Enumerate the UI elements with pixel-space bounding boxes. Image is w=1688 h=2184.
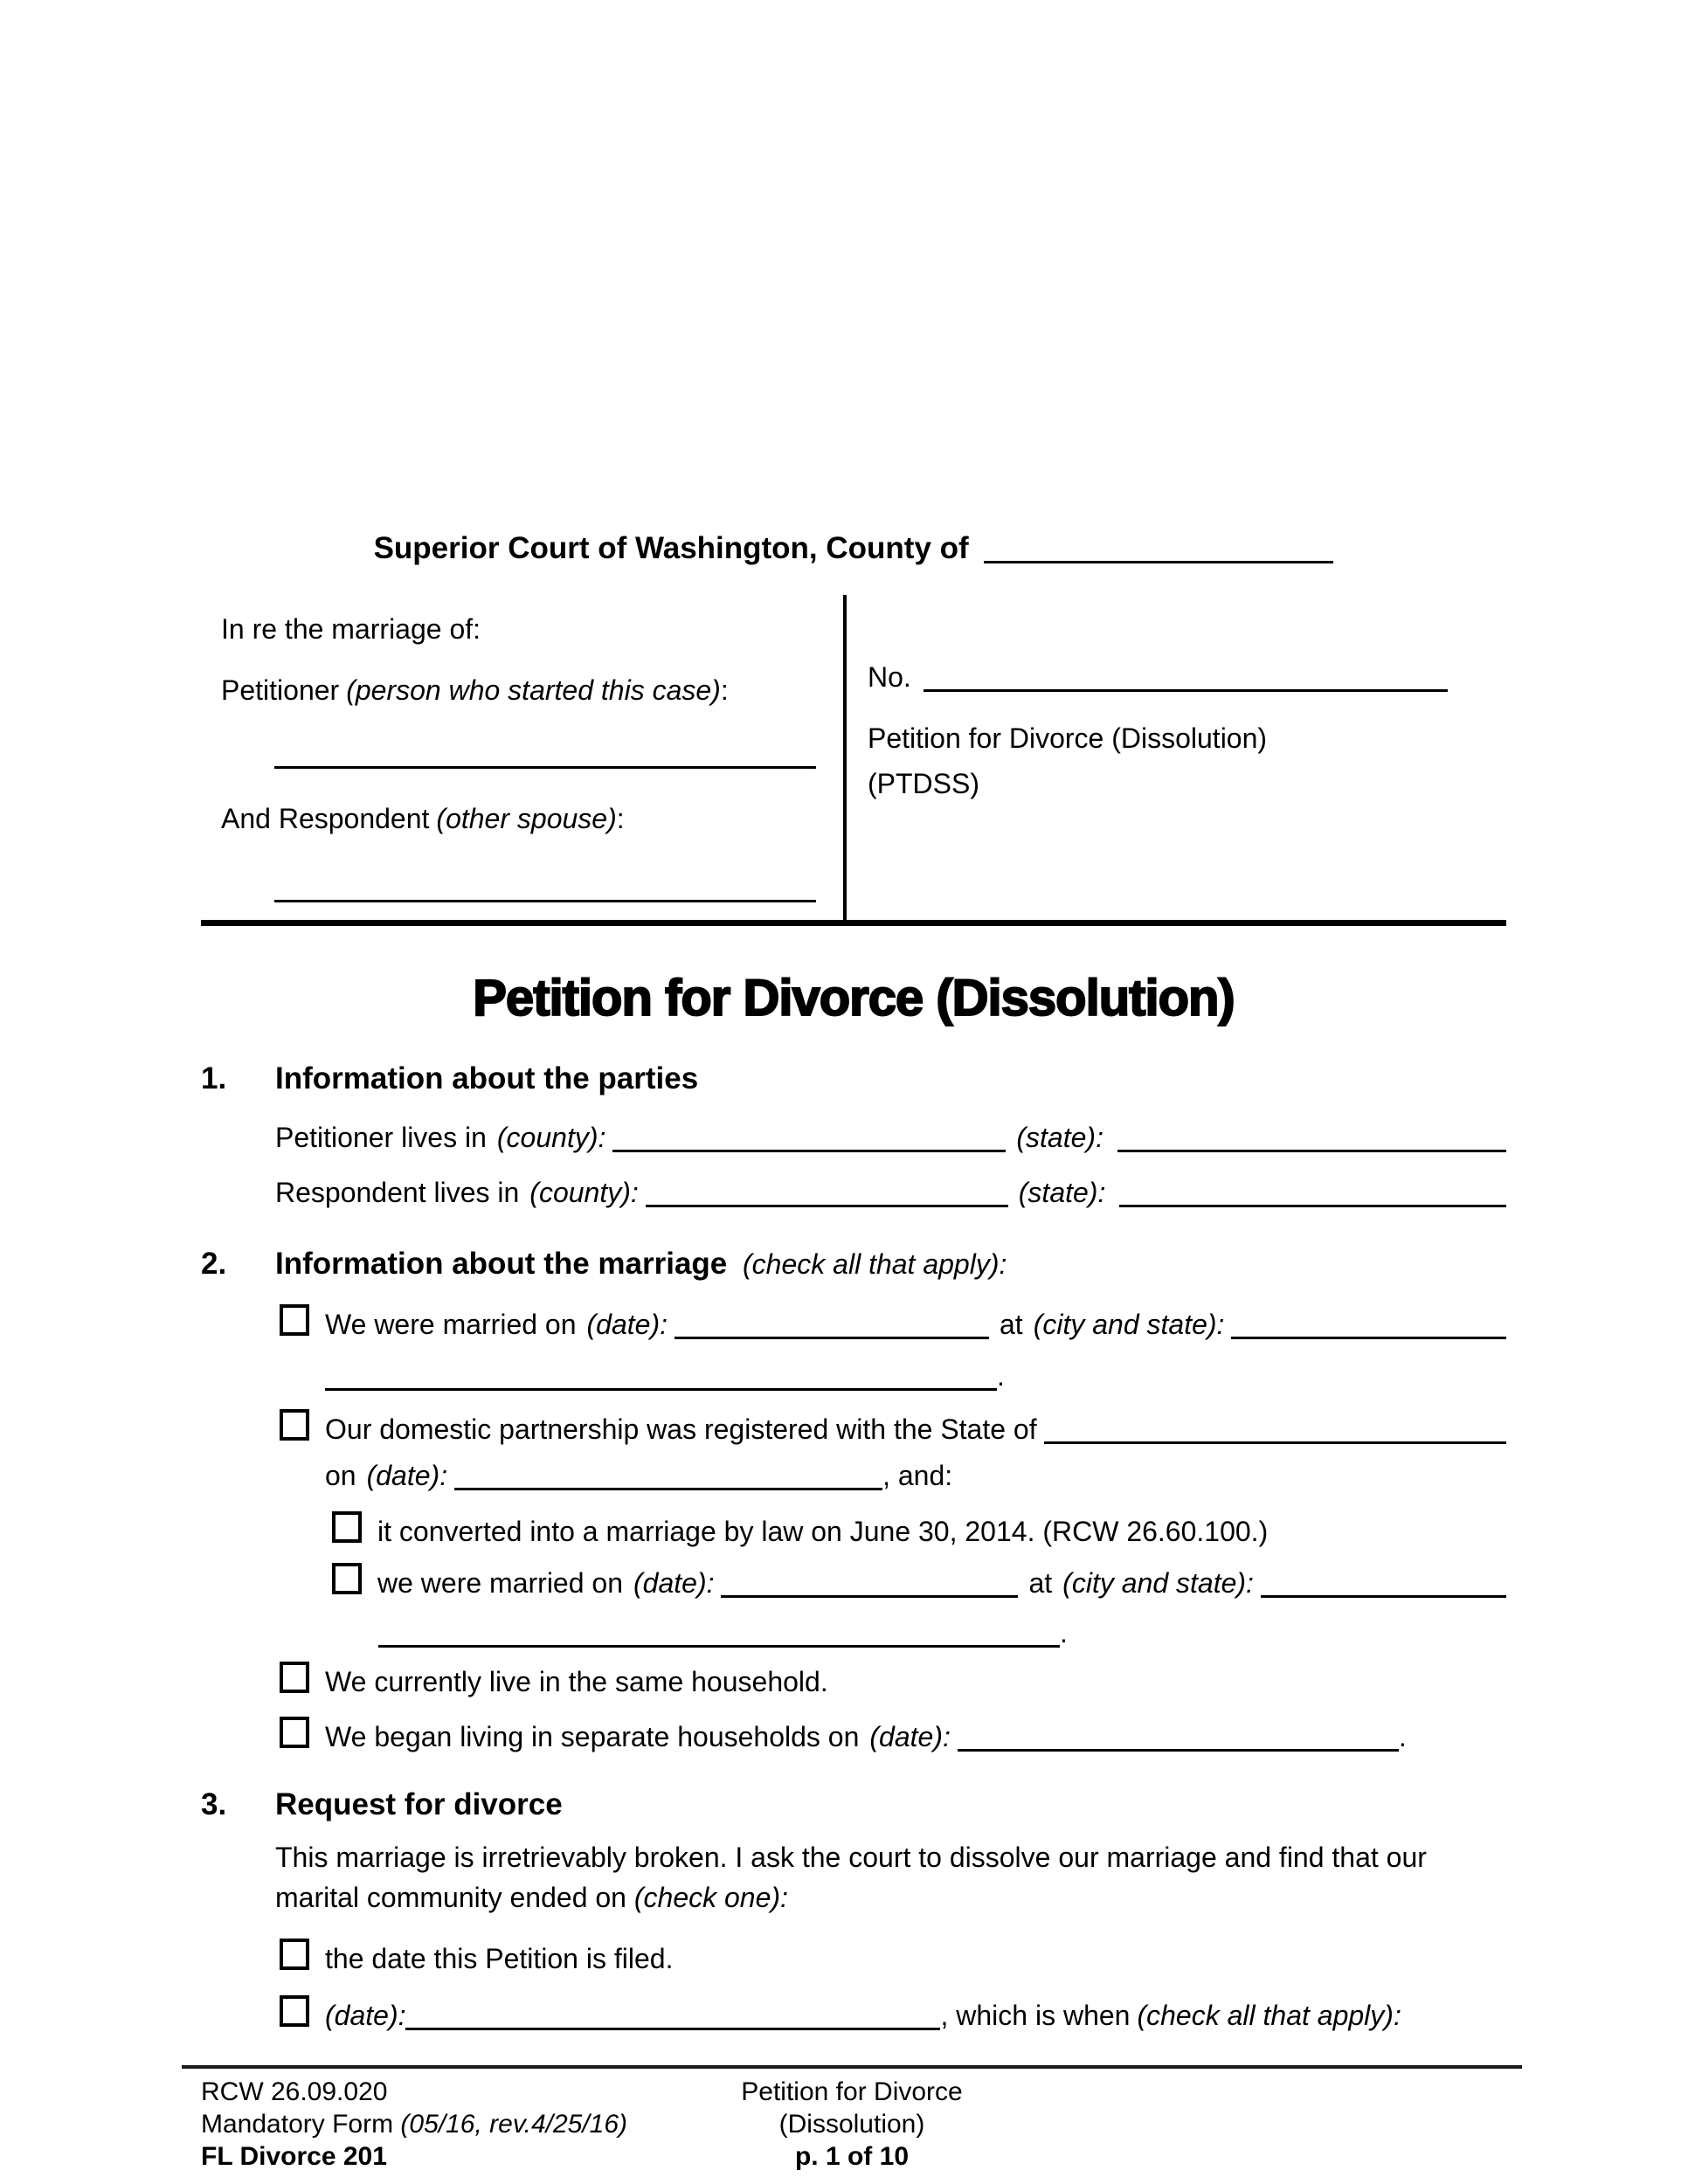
date-hint: (date): <box>633 1567 715 1599</box>
on-label: on <box>325 1460 356 1491</box>
footer-form-id: FL Divorce 201 <box>201 2142 387 2171</box>
court-title-text: Superior Court of Washington, County of <box>373 531 969 565</box>
petitioner-name-line <box>221 729 843 764</box>
petitioner-residence-row <box>275 1113 1506 1158</box>
married-on-label: We were married on <box>325 1309 577 1340</box>
domestic-partnership-item <box>275 1405 1506 1449</box>
date-hint: (date): <box>325 2000 406 2031</box>
domestic-partnership-label: Our domestic partnership was registered with the State of <box>325 1413 1037 1445</box>
date-hint: (date): <box>586 1309 668 1340</box>
separate-households-checkbox[interactable] <box>280 1717 309 1748</box>
same-household-checkbox[interactable] <box>280 1662 309 1693</box>
respondent-label: And Respondent <box>221 803 430 834</box>
separate-households-item <box>275 1712 1506 1757</box>
section-2-heading <box>275 1244 1506 1284</box>
case-number-row <box>868 653 1506 697</box>
married-sub-label: we were married on <box>377 1567 623 1599</box>
period: . <box>1060 1617 1068 1648</box>
married-city-state-blank-2[interactable] <box>325 1357 997 1391</box>
date-filed-label: the date this Petition is filed. <box>325 1943 674 1974</box>
footer-mandatory: Mandatory Form <box>201 2110 394 2139</box>
case-number-blank[interactable] <box>924 658 1448 692</box>
respondent-colon: : <box>616 803 625 834</box>
converted-label: it converted into a marriage by law on June 30, 2014. (RCW 26.60.100.) <box>377 1516 1269 1547</box>
same-household-item <box>275 1660 1506 1702</box>
court-county-blank[interactable] <box>984 529 1333 563</box>
married-sub-checkbox[interactable] <box>332 1563 362 1594</box>
doc-type: Petition for Divorce (Dissolution) <box>868 722 1268 754</box>
specific-date-item <box>275 1991 1506 2035</box>
caption-right <box>847 595 1506 920</box>
period: . <box>1398 1721 1407 1752</box>
check-one-hint: (check one): <box>633 1882 788 1913</box>
caption-box <box>201 595 1506 926</box>
footer-doc-line2: (Dissolution) <box>778 2110 925 2139</box>
date-hint: (date): <box>366 1460 448 1491</box>
caption-left <box>201 595 847 920</box>
footer-center <box>182 2076 1522 2173</box>
doc-code: (PTDSS) <box>868 768 979 799</box>
which-is-when-label: , which is when <box>940 2000 1131 2031</box>
section-1 <box>201 1059 1506 1213</box>
married-sub-continuation-line <box>378 1608 1506 1653</box>
married-continuation-line <box>325 1351 1506 1396</box>
separate-households-label: We began living in separate households on <box>325 1721 860 1752</box>
footer-mandatory-rev: (05/16, rev.4/25/16) <box>400 2110 628 2139</box>
married-sub-item <box>275 1559 1506 1603</box>
at-label: at <box>1028 1567 1053 1599</box>
court-header <box>201 524 1506 569</box>
section-3 <box>201 1785 1506 2035</box>
dp-date-line <box>325 1451 1506 1496</box>
city-state-hint: (city and state): <box>1062 1567 1254 1599</box>
period: . <box>997 1360 1005 1392</box>
page-footer <box>182 2065 1522 2173</box>
respondent-residence-row <box>275 1168 1506 1213</box>
respondent-row <box>221 798 843 839</box>
separate-date-blank[interactable] <box>958 1717 1399 1752</box>
section-3-number: 3. <box>201 1787 227 1821</box>
date-filed-item <box>275 1937 1506 1979</box>
case-number-label: No. <box>868 661 911 693</box>
married-on-item <box>275 1300 1506 1344</box>
and-label: , and: <box>882 1460 953 1491</box>
respondent-lives-label: Respondent lives in <box>275 1177 520 1208</box>
petitioner-label: Petitioner <box>221 674 340 706</box>
section-3-heading: Request for divorce <box>275 1787 563 1821</box>
converted-item <box>275 1510 1506 1552</box>
section-2 <box>201 1244 1506 1757</box>
footer-rcw: RCW 26.09.020 <box>201 2077 388 2106</box>
respondent-county-blank[interactable] <box>646 1173 1008 1207</box>
page-title: Petition for Divorce (Dissolution) <box>473 970 1235 1026</box>
petitioner-colon: : <box>720 674 729 706</box>
same-household-label: We currently live in the same household. <box>325 1666 828 1697</box>
request-paragraph <box>275 1837 1506 1918</box>
petitioner-hint: (person who started this case) <box>346 674 721 706</box>
married-city-state-blank[interactable] <box>1231 1305 1506 1339</box>
section-1-heading: Information about the parties <box>275 1061 699 1095</box>
section-1-number: 1. <box>201 1061 227 1095</box>
date-hint: (date): <box>869 1721 951 1752</box>
married-sub-city-state-blank[interactable] <box>1261 1564 1506 1598</box>
petitioner-row <box>221 670 843 710</box>
married-on-checkbox[interactable] <box>280 1304 309 1336</box>
specific-date-blank[interactable] <box>405 1996 940 2030</box>
county-hint: (county): <box>496 1122 606 1153</box>
state-hint: (state): <box>1016 1122 1103 1153</box>
petitioner-name-blank[interactable] <box>274 735 816 769</box>
specific-date-checkbox[interactable] <box>280 1995 309 2027</box>
at-label: at <box>1000 1309 1023 1340</box>
section-2-number: 2. <box>201 1247 227 1281</box>
married-date-blank[interactable] <box>675 1305 989 1339</box>
date-filed-checkbox[interactable] <box>280 1939 309 1970</box>
footer-page-number: p. 1 of 10 <box>794 2142 910 2171</box>
domestic-partnership-checkbox[interactable] <box>280 1409 309 1441</box>
respondent-name-line <box>221 863 843 897</box>
converted-checkbox[interactable] <box>332 1511 362 1543</box>
dp-state-blank[interactable] <box>1044 1410 1506 1444</box>
married-sub-city-state-blank-2[interactable] <box>378 1614 1060 1648</box>
dp-date-blank[interactable] <box>454 1456 882 1490</box>
married-sub-date-blank[interactable] <box>721 1564 1018 1598</box>
in-re-label: In re the marriage of: <box>221 613 481 645</box>
county-hint: (county): <box>529 1177 639 1208</box>
petitioner-state-blank[interactable] <box>1117 1118 1506 1152</box>
respondent-name-blank[interactable] <box>274 868 816 902</box>
city-state-hint: (city and state): <box>1033 1309 1225 1340</box>
request-paragraph-text: This marriage is irretrievably broken. I ask the court to dissolve our marriage and find that our marital community ended on <box>275 1842 1427 1913</box>
section-2-heading-text: Information about the marriage <box>275 1247 728 1281</box>
respondent-state-blank[interactable] <box>1119 1173 1506 1207</box>
footer-doc-line1: Petition for Divorce <box>741 2077 963 2106</box>
check-all-hint: (check all that apply): <box>1137 2000 1401 2031</box>
petitioner-lives-label: Petitioner lives in <box>275 1122 487 1153</box>
respondent-hint: (other spouse) <box>436 803 617 834</box>
section-2-heading-hint: (check all that apply): <box>743 1248 1007 1280</box>
petitioner-county-blank[interactable] <box>612 1118 1006 1152</box>
state-hint: (state): <box>1018 1177 1106 1208</box>
